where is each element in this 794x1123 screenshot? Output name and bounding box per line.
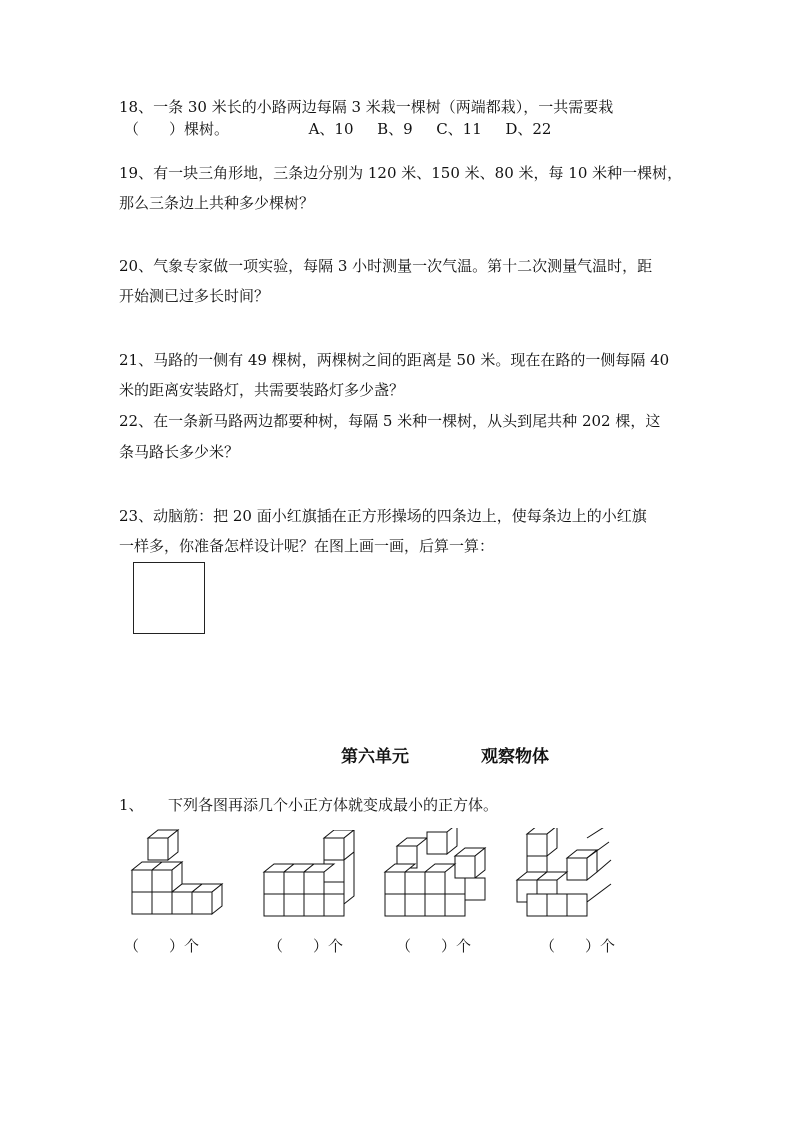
answer-blank-4: （ ）个: [540, 937, 616, 955]
q19-line1: 19、有一块三角形地，三条边分别为 120 米、150 米、80 米，每 10 米种一棵树，: [119, 164, 683, 182]
q18-line2: [124, 119, 551, 139]
answer-blank-1: （ ）个: [124, 937, 200, 955]
cube-figure-3: [383, 828, 493, 918]
q18-option-a: A、10: [308, 120, 354, 138]
q20-line1: 20、气象专家做一项实验，每隔 3 小时测量一次气温。第十二次测量气温时，距: [119, 257, 653, 275]
unit-subtitle: 观察物体: [481, 747, 549, 767]
cube-figure-1: [128, 826, 238, 918]
answer-blank-3: （ ）个: [396, 937, 472, 955]
q18-line1: 18、一条 30 米长的小路两边每隔 3 米栽一棵树（两端都栽），一共需要栽: [119, 98, 614, 116]
square-playground: [133, 562, 205, 634]
q22-line2: 条马路长多少米？: [119, 443, 240, 461]
q1-number: 1、: [119, 796, 144, 814]
q18-option-c: C、11: [436, 120, 482, 138]
answer-blank-2: （ ）个: [268, 937, 344, 955]
q21-line1: 21、马路的一侧有 49 棵树，两棵树之间的距离是 50 米。现在在路的一侧每隔 40: [119, 351, 670, 369]
q1-text: 下列各图再添几个小正方体就变成最小的正方体。: [168, 796, 499, 814]
cube-figure-4: [513, 828, 617, 918]
cube-figure-2: [262, 830, 366, 920]
q23-line2: 一样多，你准备怎样设计呢？在图上画一画，后算一算：: [119, 537, 495, 555]
q23-line1: 23、动脑筋：把 20 面小红旗插在正方形操场的四条边上，使每条边上的小红旗: [119, 507, 647, 525]
q19-line2: 那么三条边上共种多少棵树？: [119, 194, 315, 212]
q22-line1: 22、在一条新马路两边都要种树，每隔 5 米种一棵树，从头到尾共种 202 棵，这: [119, 412, 661, 430]
q18-option-b: B、9: [377, 120, 413, 138]
q20-line2: 开始测已过多长时间？: [119, 287, 270, 305]
q21-line2: 米的距离安装路灯，共需要装路灯多少盏？: [119, 381, 405, 399]
unit-title: 第六单元: [341, 747, 409, 767]
q18-blank: （ ）棵树。: [124, 120, 230, 138]
q18-option-d: D、22: [505, 120, 552, 138]
